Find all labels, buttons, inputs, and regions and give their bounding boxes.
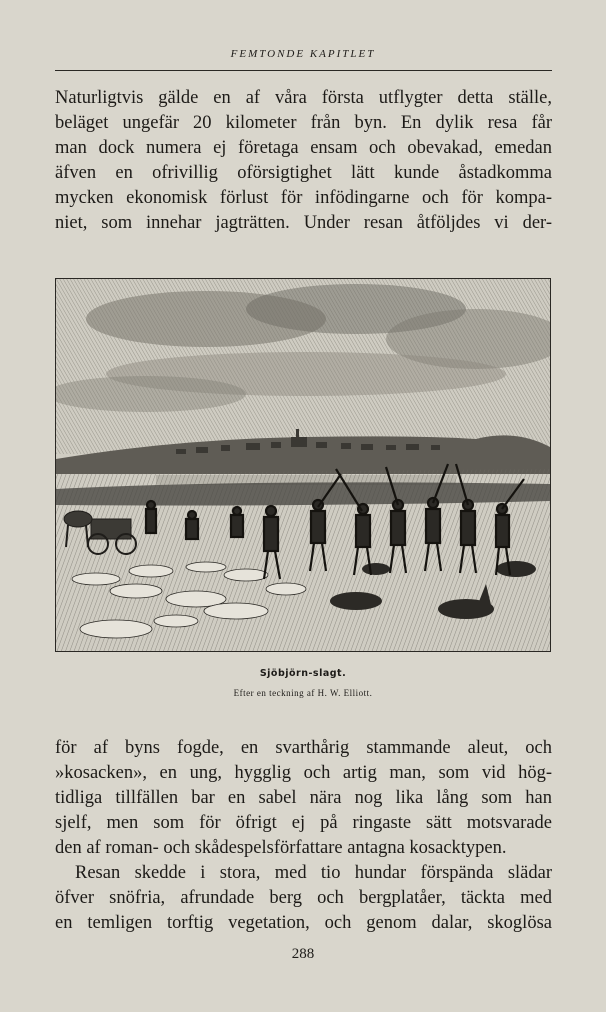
text-line: för af byns fogde, en svarthårig stammande aleut, och — [55, 738, 552, 758]
engraving-illustration — [55, 278, 551, 652]
text-line: Resan skedde i stora, med tio hundar förspända slädar — [75, 863, 552, 883]
text-line: mycken ekonomisk förlust för infödingarne och för kompa- — [55, 188, 552, 208]
paragraph-top — [55, 86, 552, 236]
seal-hunt-engraving — [56, 279, 550, 651]
paragraph-bottom — [55, 736, 552, 936]
page-number: 288 — [291, 946, 315, 962]
text-line: öfver snöfria, afrundade berg och bergplatåer, täckta med — [55, 888, 552, 908]
text-line: sjelf, men som för öfrigt ej på ringaste sätt motsvarade — [55, 813, 552, 833]
text-line: man dock numera ej företaga ensam och obevakad, emedan — [55, 138, 552, 158]
text-line: den af roman- och skådespelsförfattare antagna kosacktypen. — [55, 838, 507, 858]
text-line: beläget ungefär 20 kilometer från byn. En dylik resa får — [55, 113, 552, 133]
header-rule — [55, 70, 552, 71]
text-line: niet, som innehar jagträtten. Under resan åtföljdes vi der- — [55, 213, 552, 233]
figure-credit: Efter en teckning af H. W. Elliott. — [233, 688, 373, 698]
text-line: »kosacken», en ung, hygglig och artig man, som vid hög- — [55, 763, 552, 783]
text-line: tidliga tillfällen bar en sabel nära nog lika lång som han — [55, 788, 552, 808]
text-line: Naturligtvis gälde en af våra första utflygter detta ställe, — [55, 88, 552, 108]
figure-caption: Sjöbjörn-slagt. — [259, 668, 347, 679]
text-line: en temligen torftig vegetation, och genom dalar, skoglösa — [55, 913, 552, 933]
running-head: FEMTONDE KAPITLET — [230, 48, 376, 60]
text-line: äfven en ofrivillig oförsigtighet lätt kunde åstadkomma — [55, 163, 552, 183]
